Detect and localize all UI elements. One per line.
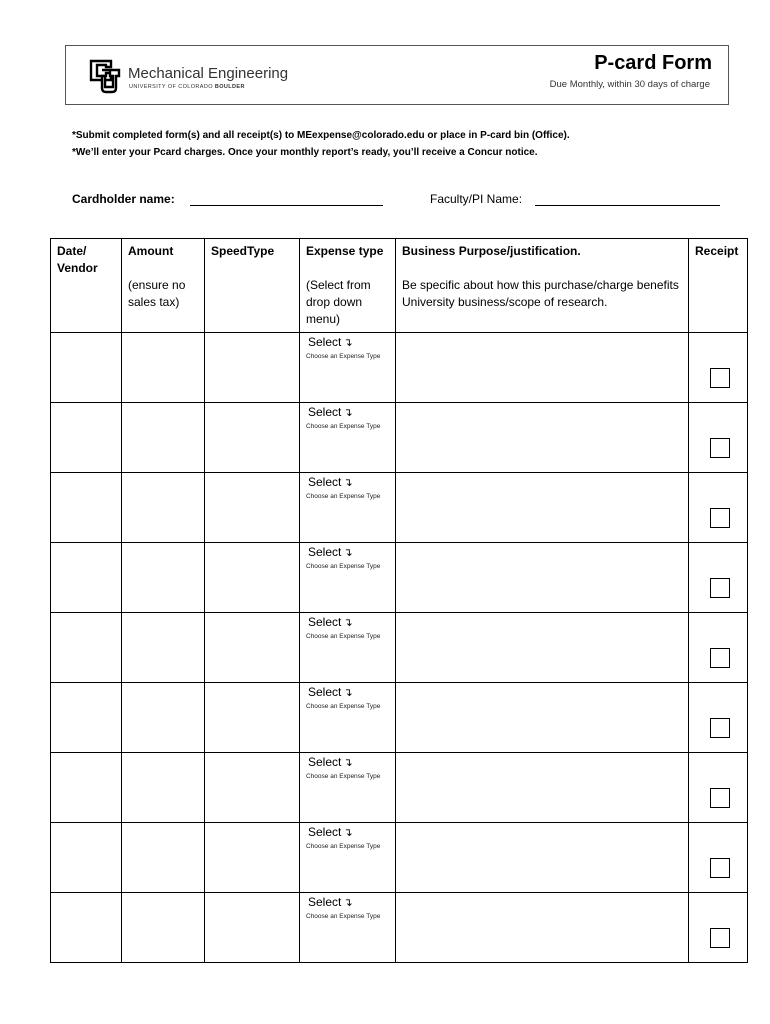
org-name: Mechanical Engineering xyxy=(128,65,289,82)
business-purpose-cell[interactable] xyxy=(396,893,689,963)
dropdown-arrow-icon: ↴ xyxy=(343,757,353,769)
header-business-purpose: Business Purpose/justification. Be specific about how this purchase/charge benefits University business/scope of research. xyxy=(396,239,689,333)
cardholder-name-field[interactable] xyxy=(190,205,383,206)
dropdown-arrow-icon: ↴ xyxy=(343,547,353,559)
receipt-checkbox[interactable] xyxy=(710,648,730,668)
instruction-line: *Submit completed form(s) and all receipt(s) to MEexpense@colorado.edu or place in P-card bin (Office). xyxy=(72,130,570,141)
expense-type-dropdown[interactable]: Select ↴ xyxy=(308,615,353,629)
speedtype-cell[interactable] xyxy=(205,893,300,963)
business-purpose-cell[interactable] xyxy=(396,473,689,543)
expense-table xyxy=(50,238,748,963)
date-vendor-cell[interactable] xyxy=(51,823,122,893)
expense-type-dropdown[interactable]: Select ↴ xyxy=(308,545,353,559)
dropdown-arrow-icon: ↴ xyxy=(343,617,353,629)
receipt-cell xyxy=(689,403,748,473)
faculty-name-field[interactable] xyxy=(535,205,720,206)
dropdown-arrow-icon: ↴ xyxy=(343,897,353,909)
speedtype-cell[interactable] xyxy=(205,753,300,823)
form-title: P-card Form xyxy=(594,52,712,74)
faculty-label: Faculty/PI Name: xyxy=(430,192,523,206)
business-purpose-cell[interactable] xyxy=(396,613,689,683)
table-row xyxy=(51,823,748,893)
receipt-cell xyxy=(689,473,748,543)
receipt-cell xyxy=(689,543,748,613)
table-row xyxy=(51,683,748,753)
university-name: UNIVERSITY OF COLORADO BOULDER xyxy=(129,84,245,90)
amount-cell[interactable] xyxy=(122,683,205,753)
speedtype-cell[interactable] xyxy=(205,333,300,403)
receipt-checkbox[interactable] xyxy=(710,858,730,878)
receipt-checkbox[interactable] xyxy=(710,368,730,388)
expense-type-cell xyxy=(300,753,396,823)
amount-cell[interactable] xyxy=(122,333,205,403)
expense-type-placeholder: Choose an Expense Type xyxy=(306,843,381,850)
expense-type-dropdown[interactable]: Select ↴ xyxy=(308,685,353,699)
table-row xyxy=(51,333,748,403)
amount-cell[interactable] xyxy=(122,893,205,963)
header-amount: Amount (ensure no sales tax) xyxy=(122,239,205,333)
speedtype-cell[interactable] xyxy=(205,543,300,613)
expense-type-cell xyxy=(300,473,396,543)
expense-type-placeholder: Choose an Expense Type xyxy=(306,633,381,640)
expense-type-cell xyxy=(300,543,396,613)
amount-cell[interactable] xyxy=(122,543,205,613)
dropdown-arrow-icon: ↴ xyxy=(343,827,353,839)
expense-type-placeholder: Choose an Expense Type xyxy=(306,353,381,360)
expense-type-cell xyxy=(300,823,396,893)
business-purpose-cell[interactable] xyxy=(396,683,689,753)
receipt-checkbox[interactable] xyxy=(710,508,730,528)
expense-type-cell xyxy=(300,333,396,403)
business-purpose-cell[interactable] xyxy=(396,403,689,473)
receipt-checkbox[interactable] xyxy=(710,928,730,948)
amount-cell[interactable] xyxy=(122,823,205,893)
dropdown-arrow-icon: ↴ xyxy=(343,337,353,349)
expense-type-placeholder: Choose an Expense Type xyxy=(306,773,381,780)
form-subtitle: Due Monthly, within 30 days of charge xyxy=(549,79,710,90)
receipt-checkbox[interactable] xyxy=(710,718,730,738)
dropdown-arrow-icon: ↴ xyxy=(343,687,353,699)
receipt-cell xyxy=(689,823,748,893)
expense-type-placeholder: Choose an Expense Type xyxy=(306,563,381,570)
table-row xyxy=(51,893,748,963)
expense-type-dropdown[interactable]: Select ↴ xyxy=(308,895,353,909)
amount-cell[interactable] xyxy=(122,473,205,543)
speedtype-cell[interactable] xyxy=(205,823,300,893)
header-speedtype: SpeedType xyxy=(205,239,300,333)
expense-type-cell xyxy=(300,403,396,473)
table-row xyxy=(51,403,748,473)
expense-type-dropdown[interactable]: Select ↴ xyxy=(308,755,353,769)
business-purpose-cell[interactable] xyxy=(396,333,689,403)
instructions xyxy=(72,127,570,161)
cardholder-label: Cardholder name: xyxy=(72,192,175,206)
expense-type-placeholder: Choose an Expense Type xyxy=(306,913,381,920)
expense-type-placeholder: Choose an Expense Type xyxy=(306,703,381,710)
speedtype-cell[interactable] xyxy=(205,473,300,543)
form-header xyxy=(65,45,729,105)
expense-type-dropdown[interactable]: Select ↴ xyxy=(308,405,353,419)
amount-cell[interactable] xyxy=(122,613,205,683)
cu-logo xyxy=(88,58,122,94)
amount-cell[interactable] xyxy=(122,403,205,473)
date-vendor-cell[interactable] xyxy=(51,753,122,823)
date-vendor-cell[interactable] xyxy=(51,403,122,473)
receipt-cell xyxy=(689,683,748,753)
date-vendor-cell[interactable] xyxy=(51,473,122,543)
date-vendor-cell[interactable] xyxy=(51,683,122,753)
header-date-vendor: Date/ Vendor xyxy=(51,239,122,333)
amount-cell[interactable] xyxy=(122,753,205,823)
receipt-cell xyxy=(689,753,748,823)
date-vendor-cell[interactable] xyxy=(51,893,122,963)
expense-type-placeholder: Choose an Expense Type xyxy=(306,493,381,500)
header-expense-type: Expense type (Select from drop down menu) xyxy=(300,239,396,333)
expense-type-dropdown[interactable]: Select ↴ xyxy=(308,825,353,839)
receipt-checkbox[interactable] xyxy=(710,788,730,808)
receipt-cell xyxy=(689,893,748,963)
receipt-checkbox[interactable] xyxy=(710,578,730,598)
business-purpose-cell[interactable] xyxy=(396,543,689,613)
expense-type-cell xyxy=(300,613,396,683)
dropdown-arrow-icon: ↴ xyxy=(343,477,353,489)
date-vendor-cell[interactable] xyxy=(51,333,122,403)
receipt-cell xyxy=(689,613,748,683)
business-purpose-cell[interactable] xyxy=(396,823,689,893)
table-row xyxy=(51,473,748,543)
speedtype-cell[interactable] xyxy=(205,613,300,683)
table-row xyxy=(51,543,748,613)
speedtype-cell[interactable] xyxy=(205,403,300,473)
expense-type-placeholder: Choose an Expense Type xyxy=(306,423,381,430)
header-receipt: Receipt xyxy=(689,239,748,333)
expense-type-cell xyxy=(300,683,396,753)
speedtype-cell[interactable] xyxy=(205,683,300,753)
receipt-cell xyxy=(689,333,748,403)
dropdown-arrow-icon: ↴ xyxy=(343,407,353,419)
instruction-line: *We’ll enter your Pcard charges. Once your monthly report’s ready, you’ll receive a Concur notice. xyxy=(72,147,538,158)
business-purpose-cell[interactable] xyxy=(396,753,689,823)
receipt-checkbox[interactable] xyxy=(710,438,730,458)
expense-type-cell xyxy=(300,893,396,963)
table-header-row xyxy=(51,239,748,333)
expense-type-dropdown[interactable]: Select ↴ xyxy=(308,335,353,349)
date-vendor-cell[interactable] xyxy=(51,543,122,613)
table-row xyxy=(51,613,748,683)
table-row xyxy=(51,753,748,823)
date-vendor-cell[interactable] xyxy=(51,613,122,683)
expense-type-dropdown[interactable]: Select ↴ xyxy=(308,475,353,489)
